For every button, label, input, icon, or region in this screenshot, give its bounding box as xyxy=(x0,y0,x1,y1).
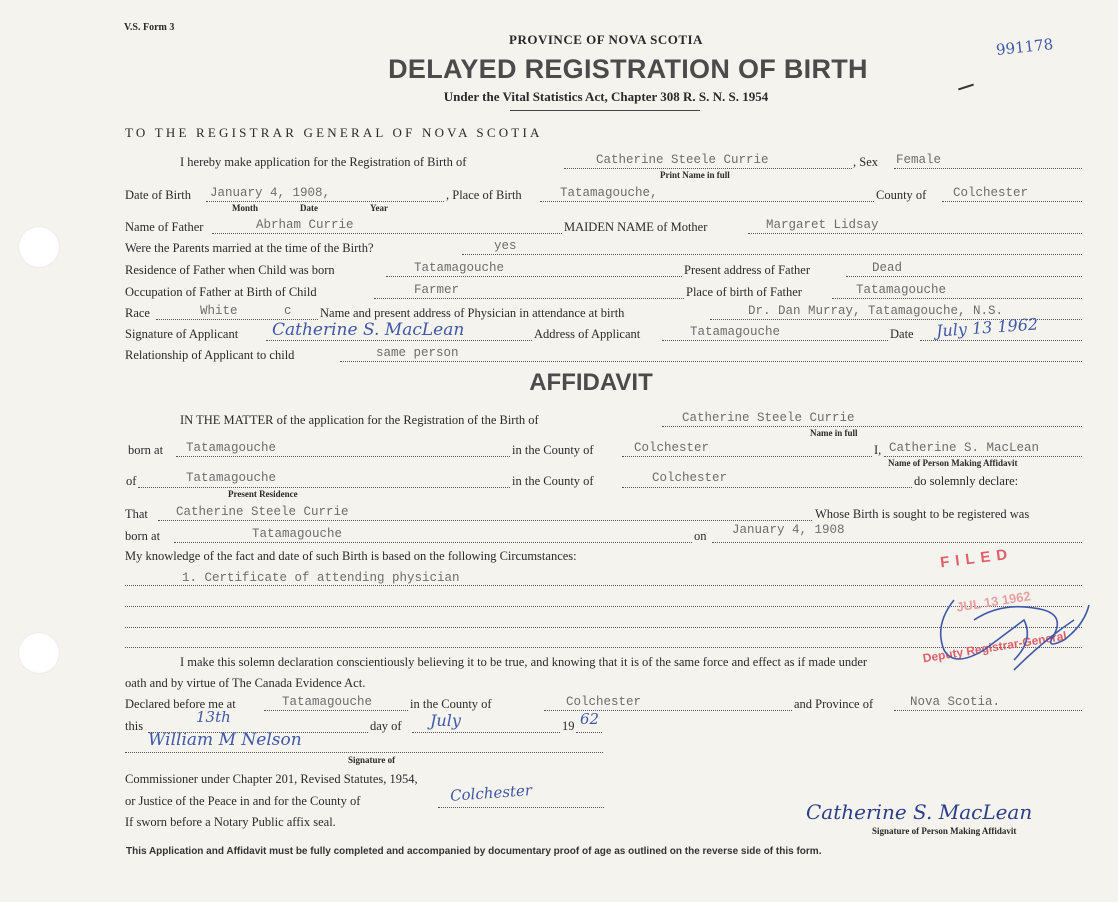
dob-label: Date of Birth xyxy=(125,188,191,202)
county2-field: Colchester xyxy=(652,471,728,485)
declared-label: Declared before me at xyxy=(125,697,236,711)
address-applicant-label: Address of Applicant xyxy=(534,327,641,341)
commissioner-county: Colchester xyxy=(449,781,533,805)
province-label: and Province of xyxy=(794,697,874,711)
relationship-label: Relationship of Applicant to child xyxy=(125,348,295,362)
born-at-label: born at xyxy=(128,443,164,457)
affiant-signature: Catherine S. MacLean xyxy=(806,800,1033,824)
affidavit-name-field: Catherine Steele Currie xyxy=(682,411,855,425)
physician-field: Dr. Dan Murray, Tatamagouche, N.S. xyxy=(748,304,1004,318)
circumstance-1: 1. Certificate of attending physician xyxy=(182,571,460,585)
pob-field: Tatamagouche, xyxy=(560,186,658,200)
commissioner-line-2: or Justice of the Peace in and for the County of xyxy=(125,794,361,808)
footer-note: This Application and Affidavit must be fully completed and accompanied by documentary proof of age as outlined on the reverse side of this form. xyxy=(126,846,822,857)
on-label: on xyxy=(694,529,707,543)
present-residence-label: Present Residence xyxy=(228,489,298,499)
day-field: 13th xyxy=(196,708,231,726)
occupation-field: Farmer xyxy=(414,283,460,297)
that-label: That xyxy=(125,507,148,521)
date-label: Date xyxy=(890,327,914,341)
year-suffix-field: 62 xyxy=(580,710,600,728)
in-county-label: in the County of xyxy=(512,443,594,457)
address-applicant-field: Tatamagouche xyxy=(690,325,781,339)
form-title: DELAYED REGISTRATION OF BIRTH xyxy=(388,54,868,84)
pob-label: , Place of Birth xyxy=(446,188,522,202)
print-name-label: Print Name in full xyxy=(660,170,730,180)
affiant-field: Catherine S. MacLean xyxy=(889,441,1040,455)
name-in-full-label: Name in full xyxy=(810,428,858,438)
race-label: Race xyxy=(125,306,150,320)
registrar-signature xyxy=(914,580,1104,680)
that-name-field: Catherine Steele Currie xyxy=(176,505,349,519)
mother-field: Margaret Lidsay xyxy=(766,218,879,232)
filed-stamp: FILED xyxy=(939,545,1015,572)
dob-field: January 4, 1908, xyxy=(210,186,331,200)
race-extra: c xyxy=(284,304,292,318)
province-heading: PROVINCE OF NOVA SCOTIA xyxy=(509,32,703,47)
relationship-field: same person xyxy=(376,346,459,360)
father-label: Name of Father xyxy=(125,220,204,234)
declare-label: do solemnly declare: xyxy=(914,474,1019,488)
present-address-father-field: Dead xyxy=(872,261,903,275)
born-at-field: Tatamagouche xyxy=(186,441,277,455)
county-affidavit-field: Colchester xyxy=(634,441,710,455)
year-prefix: 19 xyxy=(562,719,575,733)
signature-of-label: Signature of xyxy=(348,755,396,765)
affiant-signature-label: Signature of Person Making Affidavit xyxy=(872,826,1017,836)
sex-field: Female xyxy=(896,153,942,167)
intro-label: I hereby make application for the Registration of Birth of xyxy=(180,155,467,169)
born-at2-field: Tatamagouche xyxy=(252,527,343,541)
declared-county-field: Colchester xyxy=(566,695,642,709)
form-id: V.S. Form 3 xyxy=(124,22,175,33)
matter-label: IN THE MATTER of the application for the Registration of the Birth of xyxy=(180,413,539,427)
physician-label: Name and present address of Physician in attendance at birth xyxy=(320,306,625,320)
of-label: of xyxy=(126,474,137,488)
residence-father-label: Residence of Father when Child was born xyxy=(125,263,335,277)
declared-at-field: Tatamagouche xyxy=(282,695,373,709)
punch-hole-top xyxy=(18,226,60,268)
file-number: 991178 xyxy=(995,35,1055,59)
stamp-date: JUL 13 1962 xyxy=(955,588,1032,615)
month-label: Month xyxy=(232,203,259,213)
application-date: July 13 1962 xyxy=(935,314,1039,341)
sex-label: , Sex xyxy=(853,155,878,169)
act-subtitle: Under the Vital Statistics Act, Chapter 308 R. S. N. S. 1954 xyxy=(443,89,769,104)
this-label: this xyxy=(125,719,144,733)
to-registrar: TO THE REGISTRAR GENERAL OF NOVA SCOTIA xyxy=(125,125,543,140)
affiant-label: Name of Person Making Affidavit xyxy=(888,458,1018,468)
commissioner-line-1: Commissioner under Chapter 201, Revised Statutes, 1954, xyxy=(125,772,418,786)
occupation-label: Occupation of Father at Birth of Child xyxy=(125,285,317,299)
punch-hole-bottom xyxy=(18,632,60,674)
i-label: I, xyxy=(874,443,882,457)
knowledge-label: My knowledge of the fact and date of such Birth is based on the following Circumstances: xyxy=(125,549,577,563)
title-underline xyxy=(510,110,700,111)
day-of-label: day of xyxy=(370,719,402,733)
mother-label: MAIDEN NAME of Mother xyxy=(564,220,708,234)
father-birthplace-label: Place of birth of Father xyxy=(686,285,802,299)
child-name-field: Catherine Steele Currie xyxy=(596,153,769,167)
present-address-father-label: Present address of Father xyxy=(684,263,811,277)
notary-label: If sworn before a Notary Public affix seal. xyxy=(125,815,336,829)
signature-applicant-label: Signature of Applicant xyxy=(125,327,239,341)
stamp-role: Deputy Registrar-General xyxy=(921,628,1068,666)
year-label: Year xyxy=(370,203,388,213)
born-at2-label: born at xyxy=(125,529,161,543)
affidavit-heading: AFFIDAVIT xyxy=(529,369,653,396)
father-field: Abrham Currie xyxy=(256,218,354,232)
married-field: yes xyxy=(494,239,517,253)
date-sublabel: Date xyxy=(300,203,318,213)
in-county-label-3: in the County of xyxy=(410,697,492,711)
county-label: County of xyxy=(876,188,927,202)
solemn-line-2: oath and by virtue of The Canada Evidence Act. xyxy=(125,676,366,690)
in-county-label-2: in the County of xyxy=(512,474,594,488)
on-date-field: January 4, 1908 xyxy=(732,523,845,537)
commissioner-signature: William M Nelson xyxy=(148,730,302,750)
solemn-line-1: I make this solemn declaration conscientiously believing it to be true, and knowing that it is of the same force and effect as if made under xyxy=(180,655,868,669)
race-field: White xyxy=(200,304,238,318)
residence-field: Tatamagouche xyxy=(186,471,277,485)
county-field: Colchester xyxy=(953,186,1029,200)
married-label: Were the Parents married at the time of the Birth? xyxy=(125,241,374,255)
residence-father-field: Tatamagouche xyxy=(414,261,505,275)
province-field: Nova Scotia. xyxy=(910,695,1001,709)
whose-birth-label: Whose Birth is sought to be registered was xyxy=(815,507,1030,521)
applicant-signature: Catherine S. MacLean xyxy=(272,320,465,340)
father-birthplace-field: Tatamagouche xyxy=(856,283,947,297)
month-field: July xyxy=(430,711,461,730)
